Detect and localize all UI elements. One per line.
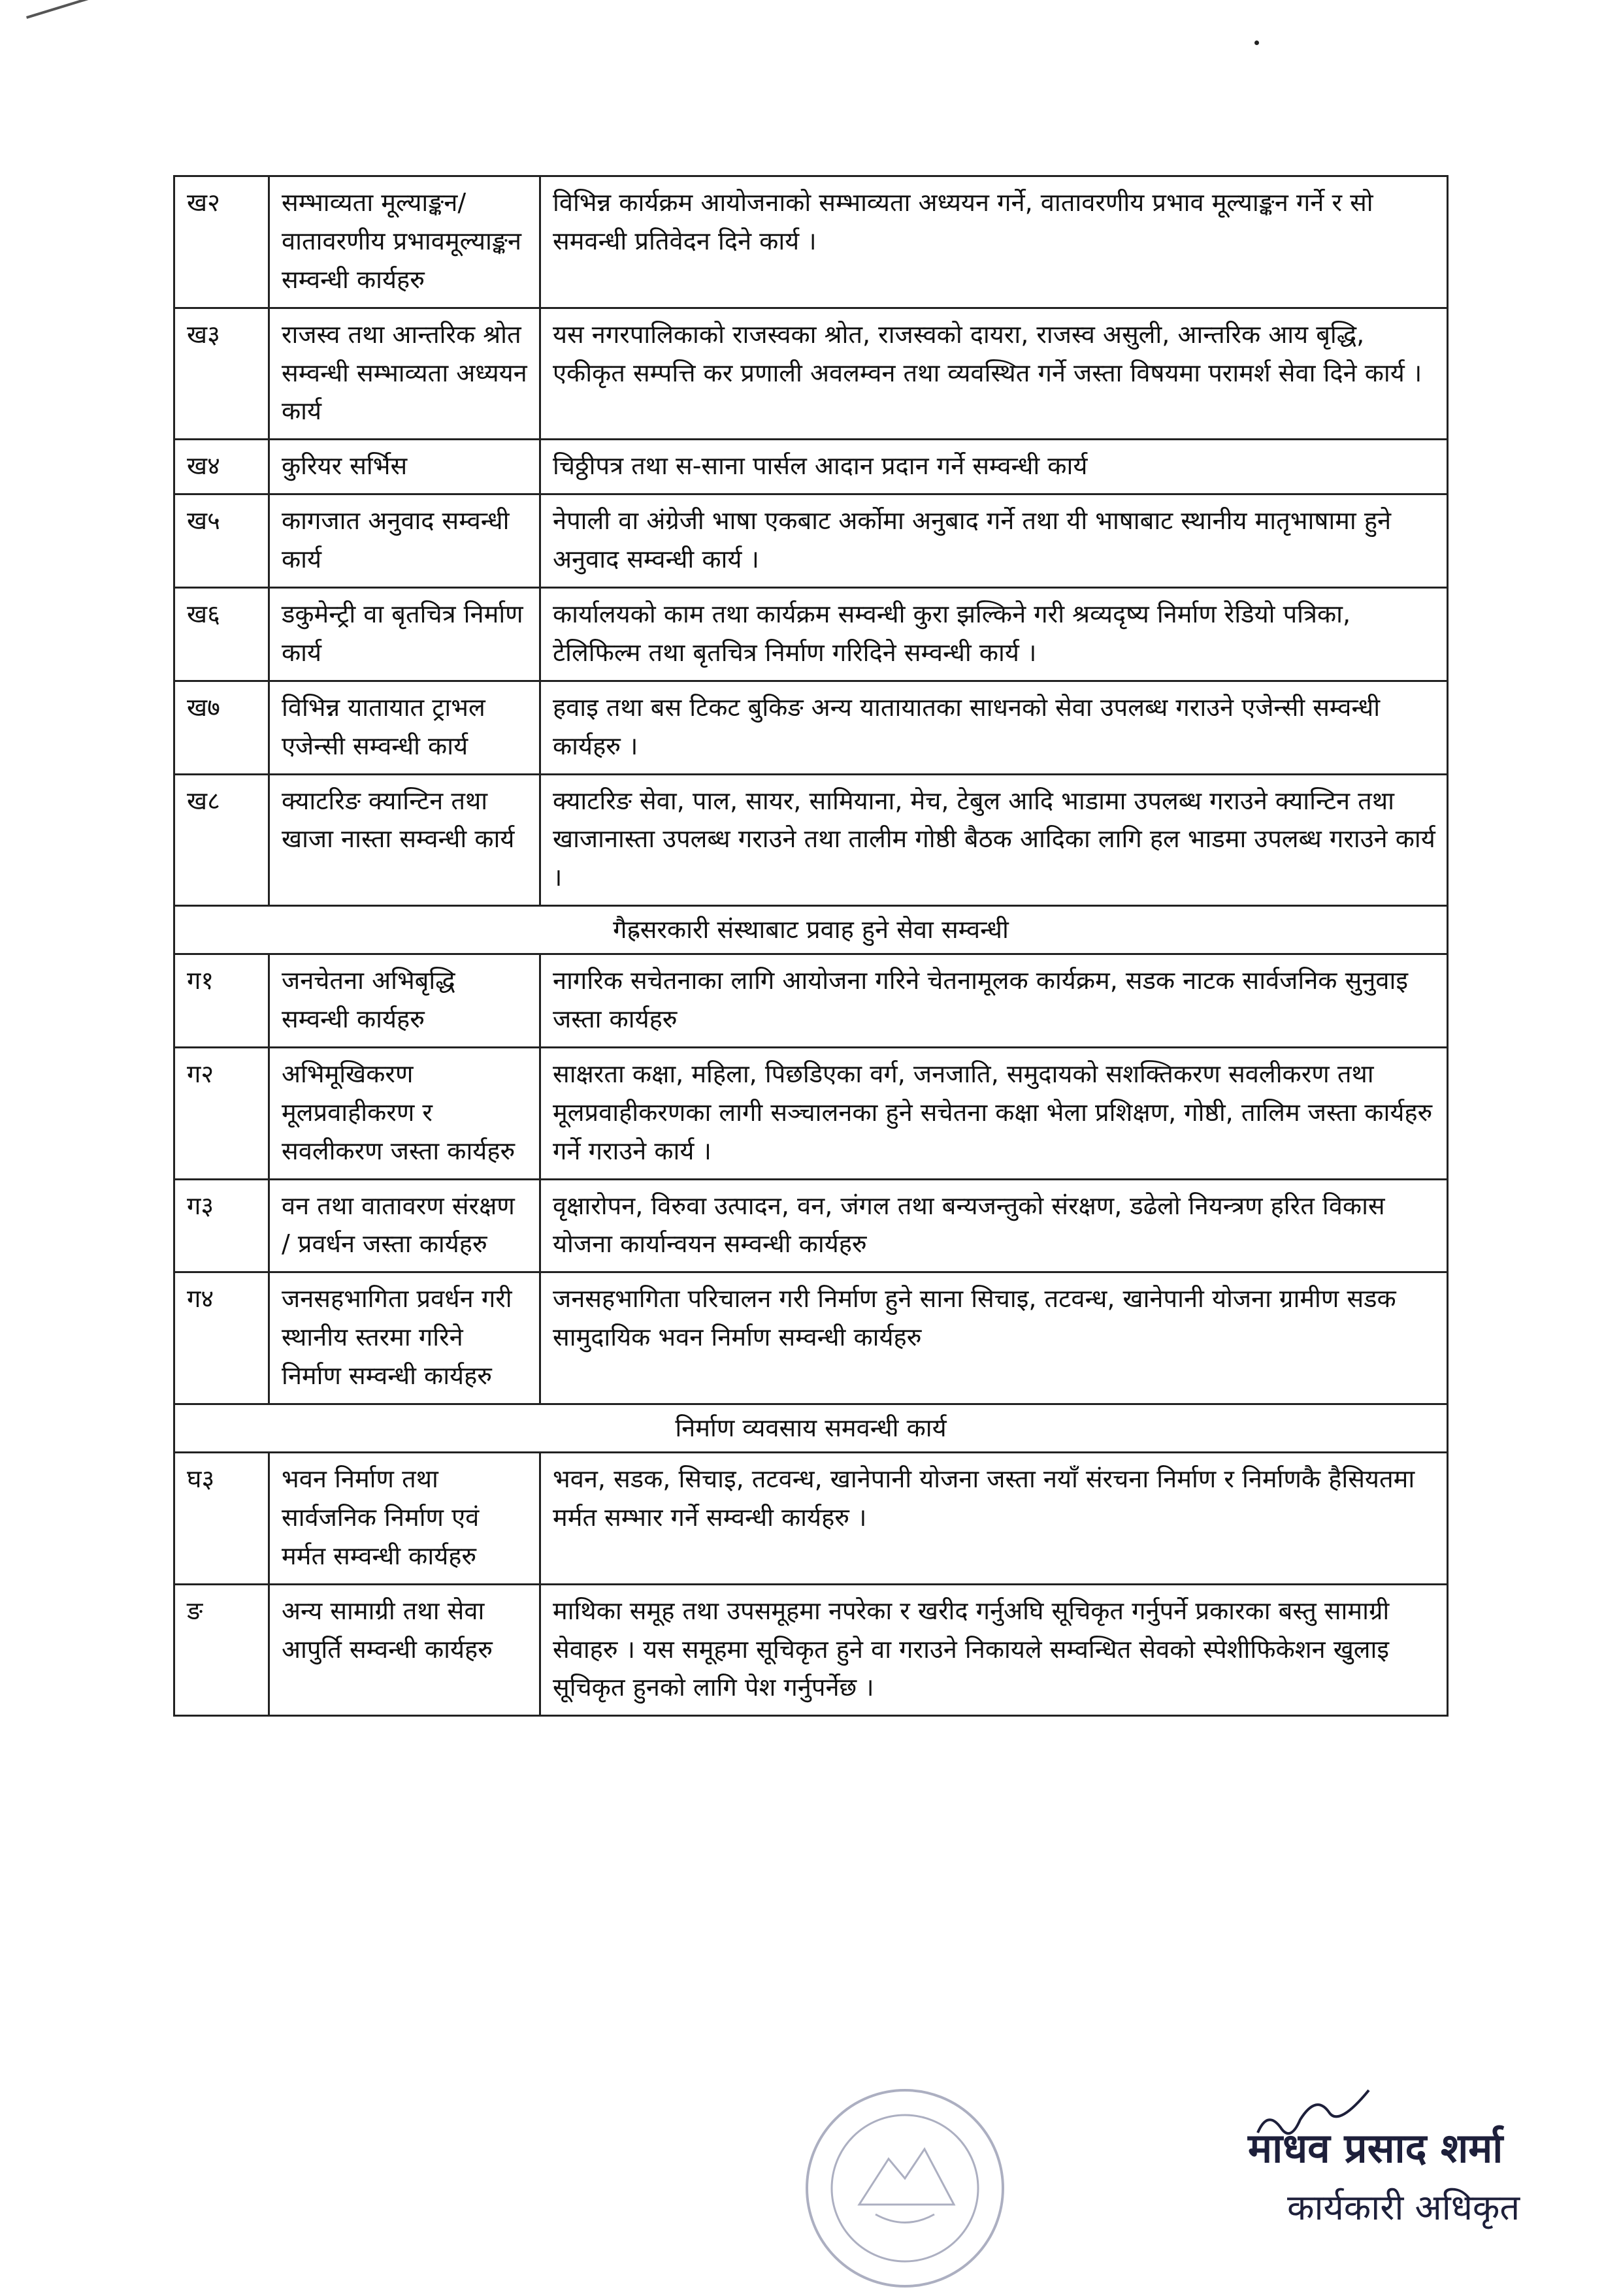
row-title: क्याटरिङ क्यान्टिन तथा खाजा नास्ता सम्वन्धी कार्य <box>269 774 540 906</box>
row-code: घ३ <box>174 1452 269 1584</box>
row-title: जनसहभागिता प्रवर्धन गरी स्थानीय स्तरमा गरिने निर्माण सम्वन्धी कार्यहरु <box>269 1272 540 1404</box>
row-title: जनचेतना अभिबृद्धि सम्वन्धी कार्यहरु <box>269 954 540 1048</box>
row-code: ख६ <box>174 588 269 681</box>
table-row <box>174 440 1448 494</box>
row-code: ख७ <box>174 681 269 774</box>
row-description: जनसहभागिता परिचालन गरी निर्माण हुने साना सिचाइ, तटवन्ध, खानेपानी योजना ग्रामीण सडक सामुदायिक भवन निर्माण सम्वन्धी कार्यहरु <box>540 1272 1448 1404</box>
row-title: अभिमूखिकरण मूलप्रवाहीकरण र सवलीकरण जस्ता कार्यहरु <box>269 1047 540 1179</box>
row-code: ग३ <box>174 1179 269 1272</box>
row-code: ङ <box>174 1584 269 1716</box>
row-title: अन्य सामाग्री तथा सेवा आपुर्ति सम्वन्धी कार्यहरु <box>269 1584 540 1716</box>
row-description: कार्यालयको काम तथा कार्यक्रम सम्वन्धी कुरा झल्किने गरी श्रव्यदृष्य निर्माण रेडियो पत्रिका, टेलिफिल्म तथा बृतचित्र निर्माण गरिदिने सम्वन्धी कार्य । <box>540 588 1448 681</box>
table-row <box>174 588 1448 681</box>
table-row <box>174 494 1448 588</box>
row-description: क्याटरिङ सेवा, पाल, सायर, सामियाना, मेच, टेबुल आदि भाडामा उपलब्ध गराउने क्यान्टिन तथा खाजानास्ता उपलब्ध गराउने तथा तालीम गोष्ठी बैठक आदिका लागि हल भाडमा उपलब्ध गराउने कार्य । <box>540 774 1448 906</box>
signatory-designation: कार्यकारी अधिकृत <box>1287 2187 1520 2228</box>
table-row <box>174 1047 1448 1179</box>
row-code: ख८ <box>174 774 269 906</box>
row-description: नागरिक सचेतनाका लागि आयोजना गरिने चेतनामूलक कार्यक्रम, सडक नाटक सार्वजनिक सुनुवाइ जस्ता कार्यहरु <box>540 954 1448 1048</box>
section-heading-row <box>174 1404 1448 1453</box>
service-category-table <box>173 175 1449 1717</box>
table-row <box>174 681 1448 774</box>
row-description: भवन, सडक, सिचाइ, तटवन्ध, खानेपानी योजना जस्ता नयाँ संरचना निर्माण र निर्माणकै हैसियतमा मर्मत सम्भार गर्ने सम्वन्धी कार्यहरु । <box>540 1452 1448 1584</box>
row-code: ग२ <box>174 1047 269 1179</box>
signatory-name: माधव प्रसाद शर्मा <box>1248 2124 1503 2172</box>
row-description: हवाइ तथा बस टिकट बुकिङ अन्य यातायातका साधनको सेवा उपलब्ध गराउने एजेन्सी सम्वन्धी कार्यहरु । <box>540 681 1448 774</box>
row-description: साक्षरता कक्षा, महिला, पिछडिएका वर्ग, जनजाति, समुदायको सशक्तिकरण सवलीकरण तथा मूलप्रवाहीकरणका लागी सञ्चालनका हुने सचेतना कक्षा भेला प्रशिक्षण, गोष्ठी, तालिम जस्ता कार्यहरु गर्ने गराउने कार्य । <box>540 1047 1448 1179</box>
row-description: यस नगरपालिकाको राजस्वका श्रोत, राजस्वको दायरा, राजस्व असुली, आन्तरिक आय बृद्धि, एकीकृत सम्पत्ति कर प्रणाली अवलम्वन तथा व्यवस्थित गर्ने जस्ता विषयमा परामर्श सेवा दिने कार्य । <box>540 308 1448 440</box>
section-heading: गैह्रसरकारी संस्थाबाट प्रवाह हुने सेवा सम्वन्धी <box>174 906 1448 954</box>
row-code: ग१ <box>174 954 269 1048</box>
row-description: विभिन्न कार्यक्रम आयोजनाको सम्भाव्यता अध्ययन गर्ने, वातावरणीय प्रभाव मूल्याङ्कन गर्ने र सो समवन्धी प्रतिवेदन दिने कार्य । <box>540 176 1448 308</box>
row-description: नेपाली वा अंग्रेजी भाषा एकबाट अर्कोमा अनुबाद गर्ने तथा यी भाषाबाट स्थानीय मातृभाषामा हुने अनुवाद सम्वन्धी कार्य । <box>540 494 1448 588</box>
row-title: राजस्व तथा आन्तरिक श्रोत सम्वन्धी सम्भाव्यता अध्ययन कार्य <box>269 308 540 440</box>
table-row <box>174 1584 1448 1716</box>
row-title: भवन निर्माण तथा सार्वजनिक निर्माण एवं मर्मत सम्वन्धी कार्यहरु <box>269 1452 540 1584</box>
table-row <box>174 774 1448 906</box>
scan-speck <box>1254 40 1259 45</box>
office-seal-stamp <box>797 2080 1013 2296</box>
table-row <box>174 1452 1448 1584</box>
table-row <box>174 1272 1448 1404</box>
scanned-page-edge <box>26 0 302 19</box>
table-row <box>174 1179 1448 1272</box>
row-description: चिठ्ठीपत्र तथा स-साना पार्सल आदान प्रदान गर्ने सम्वन्धी कार्य <box>540 440 1448 494</box>
row-title: वन तथा वातावरण संरक्षण / प्रवर्धन जस्ता कार्यहरु <box>269 1179 540 1272</box>
row-title: सम्भाव्यता मूल्याङ्कन/ वातावरणीय प्रभावमूल्याङ्कन सम्वन्धी कार्यहरु <box>269 176 540 308</box>
row-code: ख३ <box>174 308 269 440</box>
table-row <box>174 954 1448 1048</box>
row-code: ग४ <box>174 1272 269 1404</box>
section-heading-row <box>174 906 1448 954</box>
table-body <box>174 176 1448 1716</box>
table-row <box>174 176 1448 308</box>
row-title: डकुमेन्ट्री वा बृतचित्र निर्माण कार्य <box>269 588 540 681</box>
row-title: कागजात अनुवाद सम्वन्धी कार्य <box>269 494 540 588</box>
row-description: वृक्षारोपन, विरुवा उत्पादन, वन, जंगल तथा बन्यजन्तुको संरक्षण, डढेलो नियन्त्रण हरित विकास योजना कार्यान्वयन सम्वन्धी कार्यहरु <box>540 1179 1448 1272</box>
row-code: ख५ <box>174 494 269 588</box>
row-description: माथिका समूह तथा उपसमूहमा नपरेका र खरीद गर्नुअघि सूचिकृत गर्नुपर्ने प्रकारका बस्तु सामाग्री सेवाहरु । यस समूहमा सूचिकृत हुने वा गराउने निकायले सम्वन्धित सेवको स्पेशीफिकेशन खुलाइ सूचिकृत हुनको लागि पेश गर्नुपर्नेछ । <box>540 1584 1448 1716</box>
table-row <box>174 308 1448 440</box>
section-heading: निर्माण व्यवसाय समवन्धी कार्य <box>174 1404 1448 1453</box>
row-title: कुरियर सर्भिस <box>269 440 540 494</box>
row-code: ख४ <box>174 440 269 494</box>
row-title: विभिन्न यातायात ट्राभल एजेन्सी सम्वन्धी कार्य <box>269 681 540 774</box>
row-code: ख२ <box>174 176 269 308</box>
